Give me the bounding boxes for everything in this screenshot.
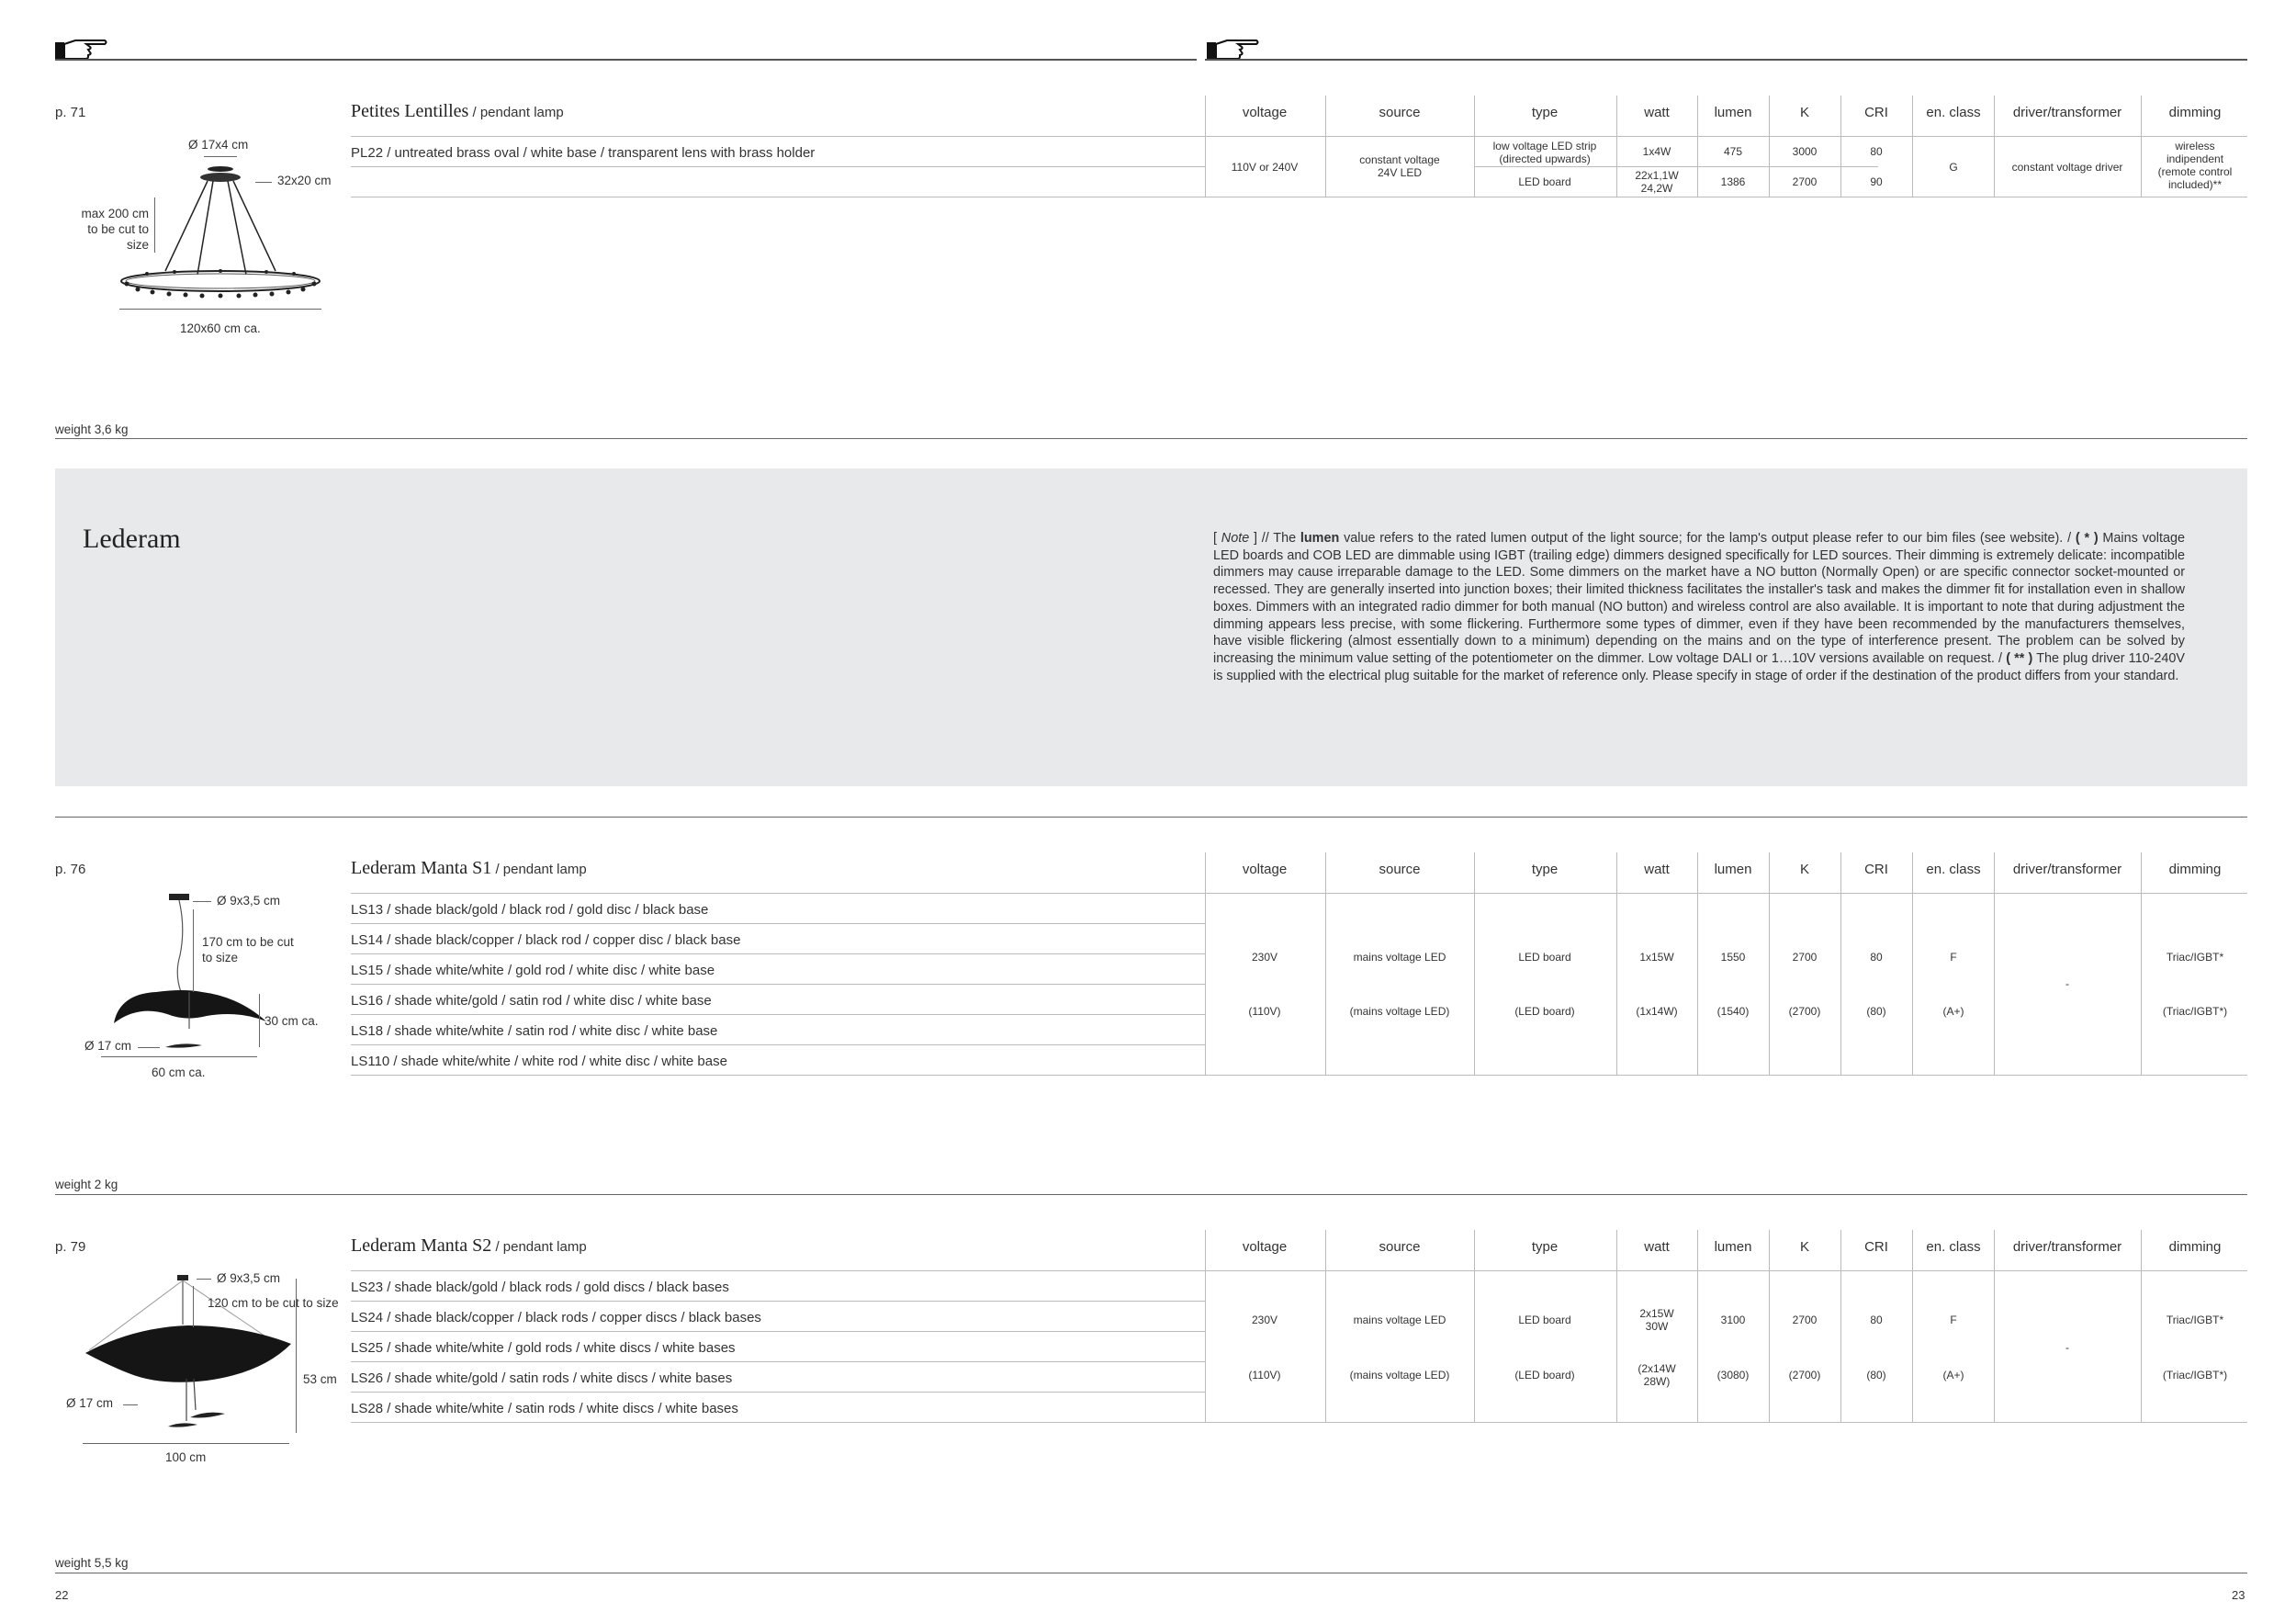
table-line bbox=[1474, 852, 1475, 1075]
page-reference: p. 79 bbox=[55, 1239, 86, 1255]
spec-voltage: 110V or 240V bbox=[1231, 161, 1299, 174]
dimension-line bbox=[154, 197, 155, 253]
page-reference: p. 71 bbox=[55, 105, 86, 120]
dimension-line bbox=[204, 156, 237, 157]
col-voltage: voltage bbox=[1242, 105, 1288, 120]
spec-lumen: 1550 bbox=[1720, 951, 1746, 964]
dimension-label: 120x60 cm ca. bbox=[180, 321, 261, 335]
section-rule bbox=[55, 1194, 2247, 1195]
spec-source-alt: (mains voltage LED) bbox=[1349, 1369, 1450, 1382]
table-line bbox=[1325, 96, 1326, 197]
dimension-label: 32x20 cm bbox=[277, 174, 332, 187]
weight-label: weight 2 kg bbox=[55, 1178, 118, 1191]
table-line bbox=[1912, 852, 1913, 1075]
col-cri: CRI bbox=[1864, 1239, 1888, 1255]
col-en-class: en. class bbox=[1926, 862, 1981, 877]
top-rule-left bbox=[55, 59, 1197, 61]
variant-row: LS28 / shade white/white / satin rods / white discs / white bases bbox=[351, 1401, 738, 1416]
spec-en-class-alt: (A+) bbox=[1942, 1369, 1964, 1382]
spec-lumen: 3100 bbox=[1720, 1314, 1746, 1326]
col-source: source bbox=[1379, 1239, 1421, 1255]
col-source: source bbox=[1379, 862, 1421, 877]
dimension-label: 30 cm ca. bbox=[264, 1014, 319, 1028]
table-line bbox=[1697, 96, 1698, 197]
product-title: Lederam Manta S2 / pendant lamp bbox=[351, 1235, 587, 1256]
manta-s1-diagram bbox=[101, 891, 276, 1056]
spec-type: LED board bbox=[1518, 1314, 1571, 1326]
spec-k-alt: (2700) bbox=[1788, 1005, 1821, 1018]
spec-en-class: F bbox=[1950, 1314, 1957, 1326]
table-line bbox=[1616, 852, 1617, 1075]
dimension-line bbox=[193, 909, 194, 992]
dimension-label: Ø 17 cm bbox=[84, 1039, 132, 1053]
spec-driver: - bbox=[2065, 977, 2069, 990]
dimension-label: Ø 17x4 cm bbox=[188, 138, 249, 152]
table-line bbox=[1697, 852, 1698, 1075]
spec-watt-alt: (2x14W 28W) bbox=[1638, 1362, 1676, 1388]
table-line bbox=[1840, 1230, 1841, 1422]
spec-k-alt: (2700) bbox=[1788, 1369, 1821, 1382]
spec-cri: 80 bbox=[1870, 951, 1883, 964]
dimension-line bbox=[197, 1279, 211, 1280]
table-line bbox=[351, 1301, 1205, 1302]
table-line bbox=[1769, 96, 1770, 197]
spec-voltage-alt: (110V) bbox=[1248, 1005, 1281, 1018]
spec-dimming: Triac/IGBT* bbox=[2166, 951, 2224, 964]
col-cri: CRI bbox=[1864, 862, 1888, 877]
spec-cri: 80 bbox=[1870, 1314, 1883, 1326]
spec-dimming: Triac/IGBT* bbox=[2166, 1314, 2224, 1326]
dimension-line bbox=[296, 1279, 297, 1433]
table-line bbox=[351, 136, 2247, 137]
dimension-label: 60 cm ca. bbox=[152, 1066, 206, 1079]
spec-source-alt: (mains voltage LED) bbox=[1349, 1005, 1450, 1018]
spec-cri-alt: (80) bbox=[1866, 1369, 1886, 1382]
col-watt: watt bbox=[1644, 862, 1670, 877]
col-k: K bbox=[1799, 1239, 1810, 1255]
table-line bbox=[2141, 96, 2142, 197]
dimension-line bbox=[138, 1047, 160, 1048]
spec-dimming-alt: (Triac/IGBT*) bbox=[2162, 1005, 2228, 1018]
spec-cri-alt: (80) bbox=[1866, 1005, 1886, 1018]
spec-type: LED board bbox=[1518, 175, 1571, 188]
spec-lumen-alt: (3080) bbox=[1716, 1369, 1750, 1382]
table-line bbox=[351, 1044, 1205, 1045]
table-line bbox=[1840, 96, 1841, 197]
col-dimming: dimming bbox=[2168, 1239, 2222, 1255]
table-line bbox=[1994, 1230, 1995, 1422]
col-k: K bbox=[1799, 862, 1810, 877]
dimension-label: max 200 cm to be cut to size bbox=[81, 207, 149, 252]
variant-row: LS13 / shade black/gold / black rod / gold disc / black base bbox=[351, 902, 709, 918]
table-line bbox=[351, 984, 1205, 985]
variant-row: LS16 / shade white/gold / satin rod / white disc / white base bbox=[351, 993, 712, 1009]
dimension-line bbox=[119, 309, 321, 310]
table-line bbox=[1205, 96, 1206, 197]
spec-cri: 90 bbox=[1870, 175, 1883, 188]
top-rule-right bbox=[1205, 59, 2247, 61]
page-number-right: 23 bbox=[2232, 1588, 2245, 1602]
spec-k: 2700 bbox=[1792, 175, 1818, 188]
col-k: K bbox=[1799, 105, 1810, 120]
col-type: type bbox=[1531, 105, 1559, 120]
spec-source: constant voltage 24V LED bbox=[1359, 153, 1440, 179]
table-line bbox=[351, 1392, 1205, 1393]
table-line bbox=[351, 1422, 2247, 1423]
col-cri: CRI bbox=[1864, 105, 1888, 120]
spec-en-class-alt: (A+) bbox=[1942, 1005, 1964, 1018]
variant-row: LS25 / shade white/white / gold rods / white discs / white bases bbox=[351, 1340, 736, 1356]
spec-cri: 80 bbox=[1870, 145, 1883, 158]
spec-dimming: wireless indipendent (remote control included)** bbox=[2157, 140, 2233, 191]
table-line bbox=[2141, 852, 2142, 1075]
spec-driver: constant voltage driver bbox=[2011, 161, 2123, 174]
table-line bbox=[351, 953, 1205, 954]
dimension-line bbox=[123, 1404, 138, 1405]
spec-type-alt: (LED board) bbox=[1514, 1005, 1575, 1018]
table-line bbox=[1840, 852, 1841, 1075]
col-voltage: voltage bbox=[1242, 862, 1288, 877]
col-en-class: en. class bbox=[1926, 1239, 1981, 1255]
spec-voltage-alt: (110V) bbox=[1248, 1369, 1281, 1382]
section-rule bbox=[55, 438, 2247, 439]
variant-row: LS14 / shade black/copper / black rod / copper disc / black base bbox=[351, 932, 741, 948]
col-driver: driver/transformer bbox=[2012, 862, 2122, 877]
dimension-line bbox=[255, 182, 272, 183]
col-lumen: lumen bbox=[1714, 1239, 1752, 1255]
col-lumen: lumen bbox=[1714, 862, 1752, 877]
spec-driver: - bbox=[2065, 1341, 2069, 1354]
table-line bbox=[351, 166, 1205, 167]
col-lumen: lumen bbox=[1714, 105, 1752, 120]
table-line bbox=[351, 1014, 1205, 1015]
spec-voltage: 230V bbox=[1251, 1314, 1278, 1326]
spec-watt: 1x4W bbox=[1642, 145, 1671, 158]
dimension-label: Ø 9x3,5 cm bbox=[217, 1271, 281, 1285]
table-line bbox=[1769, 852, 1770, 1075]
dimension-line bbox=[259, 994, 260, 1047]
table-line bbox=[1697, 1230, 1698, 1422]
variant-row: LS26 / shade white/gold / satin rods / white discs / white bases bbox=[351, 1370, 733, 1386]
variant-row: LS23 / shade black/gold / black rods / gold discs / black bases bbox=[351, 1280, 729, 1295]
table-line bbox=[351, 1270, 2247, 1271]
table-line bbox=[1616, 1230, 1617, 1422]
technical-note: [ Note ] // The lumen value refers to the rated lumen output of the light source; for the lamp's output please refer to our bim files (see website). / ( * ) Mains voltage LED boards and COB LED are dimmable using IGBT (trailing edge) dimmers designed specifically for LED sources. Their dimming is extremely delicate: incompatible dimmers may cause irreparable damage to the LED. Some dimmers on the market have a NO button (Normally Open) or are specific connector socket-mounted or recessed. They are generally inserted into junction boxes; their limited thickness facilitates the installer's task and makes the dimmer fit for installation even in shallow boxes. Dimmers with an integrated radio dimmer for both manual (NO button) and wireless control are also available. It is important to note that during adjustment the dimming appears less precise, with some flickering. Furthermore some types of dimmer, even if they have been recommended by the manufacturers themselves, have visible flickering (almost essentially down to a minimum) depending on the mains and on the type of interference present. The problem can be solved by increasing the minimum value setting of the potentiometer on the dimmer. Low voltage DALI or 1…10V versions available on request. / ( ** ) The plug driver 110-240V is supplied with the electrical plug suitable for the market of reference only. Please specify in stage of order if the destination of the product differs from your standard. bbox=[1213, 531, 2185, 683]
section-rule bbox=[55, 817, 2247, 818]
table-line bbox=[1994, 96, 1995, 197]
spec-type-alt: (LED board) bbox=[1514, 1369, 1575, 1382]
table-line bbox=[351, 893, 2247, 894]
dimension-line bbox=[101, 1056, 257, 1057]
col-source: source bbox=[1379, 105, 1421, 120]
spec-source: mains voltage LED bbox=[1353, 951, 1446, 964]
table-line bbox=[1205, 1230, 1206, 1422]
table-line bbox=[1616, 96, 1617, 197]
spec-type: low voltage LED strip (directed upwards) bbox=[1492, 140, 1597, 165]
col-driver: driver/transformer bbox=[2012, 1239, 2122, 1255]
spec-voltage: 230V bbox=[1251, 951, 1278, 964]
table-line bbox=[1474, 1230, 1475, 1422]
spec-watt: 22x1,1W 24,2W bbox=[1635, 169, 1679, 195]
page-reference: p. 76 bbox=[55, 862, 86, 877]
spec-k: 2700 bbox=[1792, 951, 1818, 964]
dimension-label: 120 cm to be cut to size bbox=[208, 1296, 339, 1310]
table-line bbox=[1325, 1230, 1326, 1422]
dimension-label: Ø 17 cm bbox=[66, 1396, 114, 1410]
family-title: Lederam bbox=[83, 524, 181, 554]
table-line bbox=[1205, 852, 1206, 1075]
table-line bbox=[1474, 96, 1475, 197]
spec-lumen-alt: (1540) bbox=[1716, 1005, 1750, 1018]
spec-watt: 1x15W bbox=[1639, 951, 1674, 964]
variant-row: LS15 / shade white/white / gold rod / white disc / white base bbox=[351, 963, 715, 978]
spec-k: 3000 bbox=[1792, 145, 1818, 158]
weight-label: weight 5,5 kg bbox=[55, 1556, 129, 1570]
spec-source: mains voltage LED bbox=[1353, 1314, 1446, 1326]
table-line bbox=[351, 1075, 2247, 1076]
product-title: Petites Lentilles / pendant lamp bbox=[351, 101, 564, 121]
spec-dimming-alt: (Triac/IGBT*) bbox=[2162, 1369, 2228, 1382]
dimension-label: 53 cm bbox=[303, 1372, 337, 1386]
variant-row: LS110 / shade white/white / white rod / white disc / white base bbox=[351, 1054, 727, 1069]
table-line bbox=[351, 1361, 1205, 1362]
col-type: type bbox=[1531, 1239, 1559, 1255]
col-driver: driver/transformer bbox=[2012, 105, 2122, 120]
dimension-label: 100 cm bbox=[165, 1450, 207, 1464]
table-line bbox=[1474, 166, 1878, 167]
spec-en-class: G bbox=[1949, 161, 1958, 174]
table-line bbox=[1325, 852, 1326, 1075]
spec-en-class: F bbox=[1950, 951, 1957, 964]
table-line bbox=[1912, 96, 1913, 197]
spec-watt-alt: (1x14W) bbox=[1636, 1005, 1678, 1018]
col-watt: watt bbox=[1644, 105, 1670, 120]
spec-lumen: 475 bbox=[1723, 145, 1743, 158]
col-en-class: en. class bbox=[1926, 105, 1981, 120]
dimension-line bbox=[193, 901, 211, 902]
dimension-label: 170 cm to be cut to size bbox=[202, 935, 294, 964]
dimension-line bbox=[83, 1443, 289, 1444]
table-line bbox=[2141, 1230, 2142, 1422]
col-type: type bbox=[1531, 862, 1559, 877]
table-line bbox=[351, 923, 1205, 924]
col-dimming: dimming bbox=[2168, 105, 2222, 120]
variant-row: LS24 / shade black/copper / black rods / copper discs / black bases bbox=[351, 1310, 761, 1325]
table-line bbox=[351, 1331, 1205, 1332]
dimension-label: Ø 9x3,5 cm bbox=[217, 894, 281, 908]
weight-label: weight 3,6 kg bbox=[55, 423, 129, 436]
spec-lumen: 1386 bbox=[1720, 175, 1746, 188]
spec-type: LED board bbox=[1518, 951, 1571, 964]
product-title: Lederam Manta S1 / pendant lamp bbox=[351, 858, 587, 878]
col-dimming: dimming bbox=[2168, 862, 2222, 877]
table-line bbox=[1769, 1230, 1770, 1422]
col-watt: watt bbox=[1644, 1239, 1670, 1255]
page-number-left: 22 bbox=[55, 1588, 69, 1602]
variant-row: PL22 / untreated brass oval / white base / transparent lens with brass holder bbox=[351, 145, 816, 161]
table-line bbox=[1994, 852, 1995, 1075]
spec-watt: 2x15W 30W bbox=[1639, 1307, 1674, 1333]
variant-row: LS18 / shade white/white / satin rod / white disc / white base bbox=[351, 1023, 718, 1039]
dimension-line bbox=[193, 1286, 194, 1327]
col-voltage: voltage bbox=[1242, 1239, 1288, 1255]
table-line bbox=[1912, 1230, 1913, 1422]
spec-k: 2700 bbox=[1792, 1314, 1818, 1326]
